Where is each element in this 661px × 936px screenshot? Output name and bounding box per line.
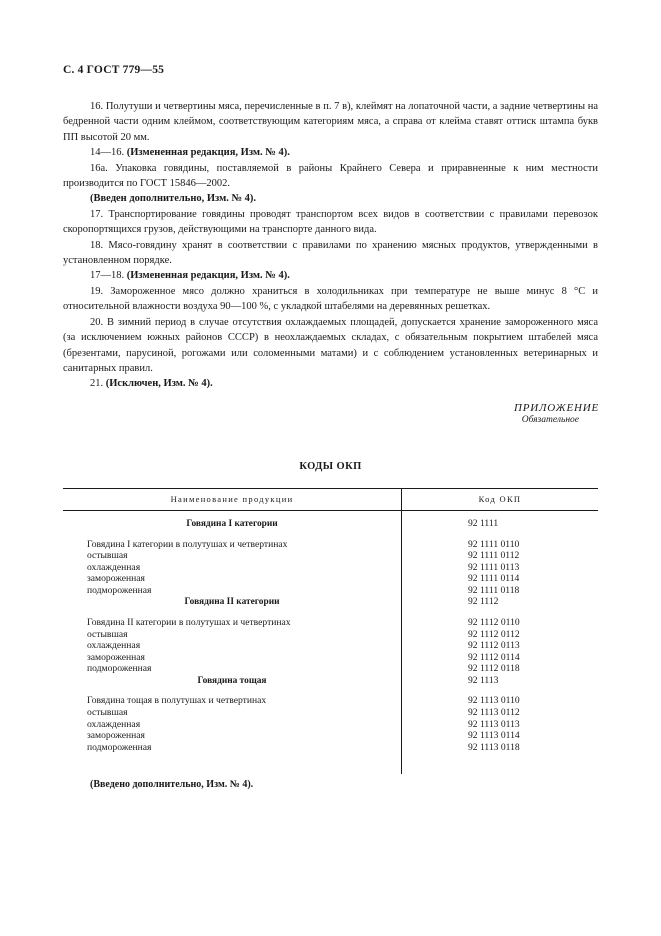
group-code: 92 1111 xyxy=(468,518,499,529)
product-name: Говядина тощая в полутушах и четвертинах xyxy=(87,695,267,707)
amendment-note: (Измененная редакция, Изм. № 4). xyxy=(126,270,290,282)
product-code: 92 1112 0110 xyxy=(468,616,520,628)
table-spacer xyxy=(63,608,598,617)
amendment-note: (Измененная редакция, Изм. № 4). xyxy=(126,147,290,159)
product-name: подмороженная xyxy=(87,663,152,675)
table-row xyxy=(63,539,598,551)
product-code: 92 1112 0118 xyxy=(468,663,520,675)
product-name: подмороженная xyxy=(87,584,152,596)
table-row xyxy=(63,562,598,574)
product-code: 92 1113 0114 xyxy=(468,730,520,742)
table-row xyxy=(63,695,598,707)
table-spacer xyxy=(63,530,598,539)
table-row xyxy=(63,742,598,754)
amendment-number: 21. xyxy=(90,378,104,390)
group-name: Говядина II категории xyxy=(184,597,280,608)
column-header-code: Код ОКП xyxy=(478,494,522,504)
page-header: С. 4 ГОСТ 779—55 xyxy=(63,64,165,76)
paragraph-17: 17. Транспортирование говядины проводят транспортом всех видов в соответствии с правилами перевозок скоропортящихся грузов, действующими на транспорте данного вида. xyxy=(63,208,598,236)
table-row xyxy=(63,550,598,562)
product-name: охлажденная xyxy=(87,718,141,730)
table-group-row xyxy=(63,596,598,608)
table-row xyxy=(63,573,598,585)
group-code: 92 1112 xyxy=(468,596,499,608)
appendix-subtitle: Обязательное xyxy=(521,415,579,425)
product-code: 92 1111 0113 xyxy=(468,561,520,573)
group-name: Говядина тощая xyxy=(197,675,267,686)
product-code: 92 1111 0110 xyxy=(468,538,520,550)
table-top-rule xyxy=(63,488,598,489)
table-row xyxy=(63,719,598,731)
table-row xyxy=(63,617,598,629)
document-body xyxy=(63,99,598,392)
product-name: Говядина II категории в полутушах и четвертинах xyxy=(87,616,291,628)
codes-title: КОДЫ ОКП xyxy=(299,461,362,472)
product-name: Говядина I категории в полутушах и четвертинах xyxy=(87,538,288,550)
table-row xyxy=(63,652,598,664)
product-code: 92 1111 0114 xyxy=(468,573,520,585)
product-code: 92 1112 0112 xyxy=(468,628,520,640)
paragraph-16a: 16а. Упаковка говядины, поставляемой в районы Крайнего Севера и приравненные к ним местности производится по ГОСТ 15846—2002. xyxy=(63,162,598,190)
appendix-heading xyxy=(514,402,599,425)
table-spacer xyxy=(63,687,598,696)
product-name: замороженная xyxy=(87,573,145,585)
group-code: 92 1113 xyxy=(468,674,499,686)
product-code: 92 1113 0112 xyxy=(468,707,520,719)
amendment-note: (Исключен, Изм. № 4). xyxy=(105,378,213,390)
table-group-row xyxy=(63,518,598,530)
paragraph-20: 20. В зимний период в случае отсутствия охлаждаемых площадей, допускается хранение замороженного мяса (за исключением южных районов СССР) в неохлаждаемых складах, с обязательным покрытием штабелей мяса (брезентами, парусиной, рогожами или соломенными матами) и с соблюдением установленных ветеринарных и санитарных правил. xyxy=(63,316,598,374)
amendment-17-18 xyxy=(63,268,598,283)
table-row xyxy=(63,663,598,675)
amendment-14-16 xyxy=(63,145,598,160)
column-header-name: Наименование продукции xyxy=(170,494,294,504)
table-header-rule xyxy=(63,510,598,511)
product-name: остывшая xyxy=(87,707,128,719)
product-code: 92 1112 0113 xyxy=(468,640,520,652)
product-code: 92 1112 0114 xyxy=(468,651,520,663)
amendment-16a xyxy=(63,191,598,206)
footnote: (Введено дополнительно, Изм. № 4). xyxy=(90,779,254,790)
okp-codes-table xyxy=(63,488,598,774)
paragraph-21 xyxy=(63,376,598,391)
table-row xyxy=(63,707,598,719)
paragraph-19: 19. Замороженное мясо должно храниться в холодильниках при температуре не выше минус 8 °С и относительной влажности воздуха 90—100 %, с укладкой штабелями на деревянных решетках. xyxy=(63,285,598,313)
amendment-note: (Введен дополнительно, Изм. № 4). xyxy=(90,193,257,205)
table-row xyxy=(63,629,598,641)
product-code: 92 1113 0110 xyxy=(468,695,520,707)
amendment-number: 14—16. xyxy=(90,147,125,159)
product-code: 92 1111 0118 xyxy=(468,584,520,596)
product-code: 92 1113 0113 xyxy=(468,718,520,730)
table-row xyxy=(63,730,598,742)
table-row xyxy=(63,640,598,652)
amendment-number: 17—18. xyxy=(90,270,125,282)
table-row xyxy=(63,585,598,597)
product-name: подмороженная xyxy=(87,741,152,753)
product-name: остывшая xyxy=(87,550,128,562)
product-name: остывшая xyxy=(87,628,128,640)
paragraph-18: 18. Мясо-говядину хранят в соответствии с правилами по хранению мясных продуктов, утвержденными в установленном порядке. xyxy=(63,239,598,267)
group-name: Говядина I категории xyxy=(186,519,278,529)
product-name: замороженная xyxy=(87,730,145,742)
table-body xyxy=(63,518,598,753)
product-name: охлажденная xyxy=(87,561,141,573)
product-code: 92 1111 0112 xyxy=(468,550,520,562)
product-name: замороженная xyxy=(87,651,145,663)
table-group-row xyxy=(63,675,598,687)
paragraph-16: 16. Полутуши и четвертины мяса, перечисленные в п. 7 в), клеймят на лопаточной части, а задние четвертины на бедренной части одним клеймом, соответствующим категориям мяса, а справа от клейма ставят оттиск штампа букв ПП высотой 20 мм. xyxy=(63,101,598,143)
appendix-title: ПРИЛОЖЕНИЕ xyxy=(514,402,599,414)
product-code: 92 1113 0118 xyxy=(468,741,520,753)
product-name: охлажденная xyxy=(87,640,141,652)
